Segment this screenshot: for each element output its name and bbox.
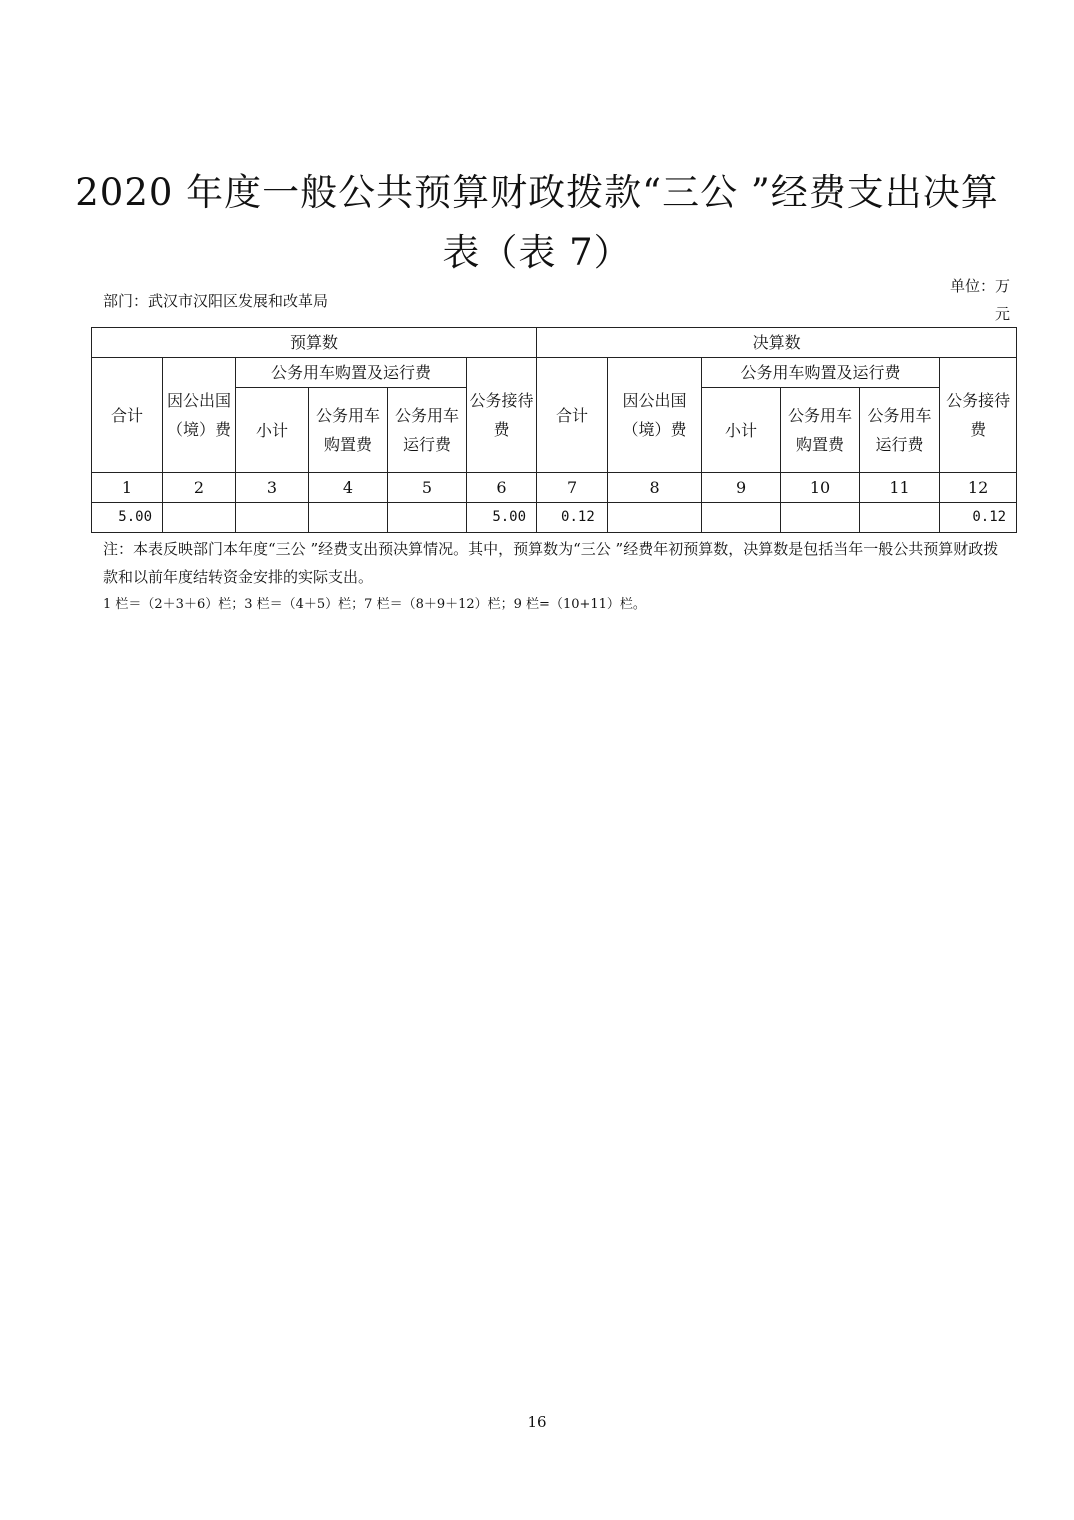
budget-abroad-header: 因公出国（境）费 (163, 358, 236, 473)
budget-car-operation-header: 公务用车运行费 (388, 388, 467, 473)
col-number: 9 (702, 473, 781, 503)
final-reception-header: 公务接待费 (940, 358, 1017, 473)
table-note: 注：本表反映部门本年度“三公 ”经费支出预决算情况。其中，预算数为“三公 ”经费年初预算数，决算数是包括当年一般公共预算财政拨款和以前年度结转资金安排的实际支出。 (103, 540, 999, 586)
col-number: 12 (940, 473, 1017, 503)
budget-total-header: 合计 (92, 358, 163, 473)
col-number: 6 (467, 473, 537, 503)
col-number: 4 (309, 473, 388, 503)
final-subtotal-header: 小计 (702, 388, 781, 473)
final-total-header: 合计 (537, 358, 608, 473)
col-number: 1 (92, 473, 163, 503)
page-number: 16 (527, 1413, 547, 1431)
value-cell (702, 503, 781, 533)
col-number: 11 (860, 473, 940, 503)
column-number-row (92, 473, 1017, 503)
value-cell (236, 503, 309, 533)
value-cell (608, 503, 702, 533)
document-title: 2020 年度一般公共预算财政拨款“三公 ”经费支出决算表（表 7） (75, 171, 999, 274)
col-number: 10 (781, 473, 860, 503)
value-cell (388, 503, 467, 533)
budget-car-group-header: 公务用车购置及运行费 (236, 358, 467, 388)
final-abroad-header: 因公出国（境）费 (608, 358, 702, 473)
value-cell: 0.12 (940, 503, 1017, 533)
col-number: 5 (388, 473, 467, 503)
budget-subtotal-header: 小计 (236, 388, 309, 473)
budget-reception-header: 公务接待费 (467, 358, 537, 473)
value-cell (309, 503, 388, 533)
department-label: 部门：武汉市汉阳区发展和改革局 (103, 292, 329, 310)
unit-label: 单位：万元 (949, 277, 1010, 323)
value-cell: 5.00 (467, 503, 537, 533)
col-number: 8 (608, 473, 702, 503)
final-car-operation-header: 公务用车运行费 (860, 388, 940, 473)
three-public-expenses-table (91, 327, 1017, 533)
value-cell (781, 503, 860, 533)
col-number: 2 (163, 473, 236, 503)
value-cell: 0.12 (537, 503, 608, 533)
final-car-group-header: 公务用车购置及运行费 (702, 358, 940, 388)
budget-header: 预算数 (92, 328, 537, 358)
col-number: 3 (236, 473, 309, 503)
table-header-row-2 (92, 358, 1017, 388)
table-header-row-1 (92, 328, 1017, 358)
table-row (92, 503, 1017, 533)
value-cell: 5.00 (92, 503, 163, 533)
value-cell (163, 503, 236, 533)
col-number: 7 (537, 473, 608, 503)
value-cell (860, 503, 940, 533)
final-car-purchase-header: 公务用车购置费 (781, 388, 860, 473)
budget-car-purchase-header: 公务用车购置费 (309, 388, 388, 473)
column-formula-note: 1 栏＝（2＋3＋6）栏；3 栏＝（4＋5）栏；7 栏＝（8＋9＋12）栏；9 栏=（10+11）栏。 (103, 597, 646, 612)
final-header: 决算数 (537, 328, 1017, 358)
